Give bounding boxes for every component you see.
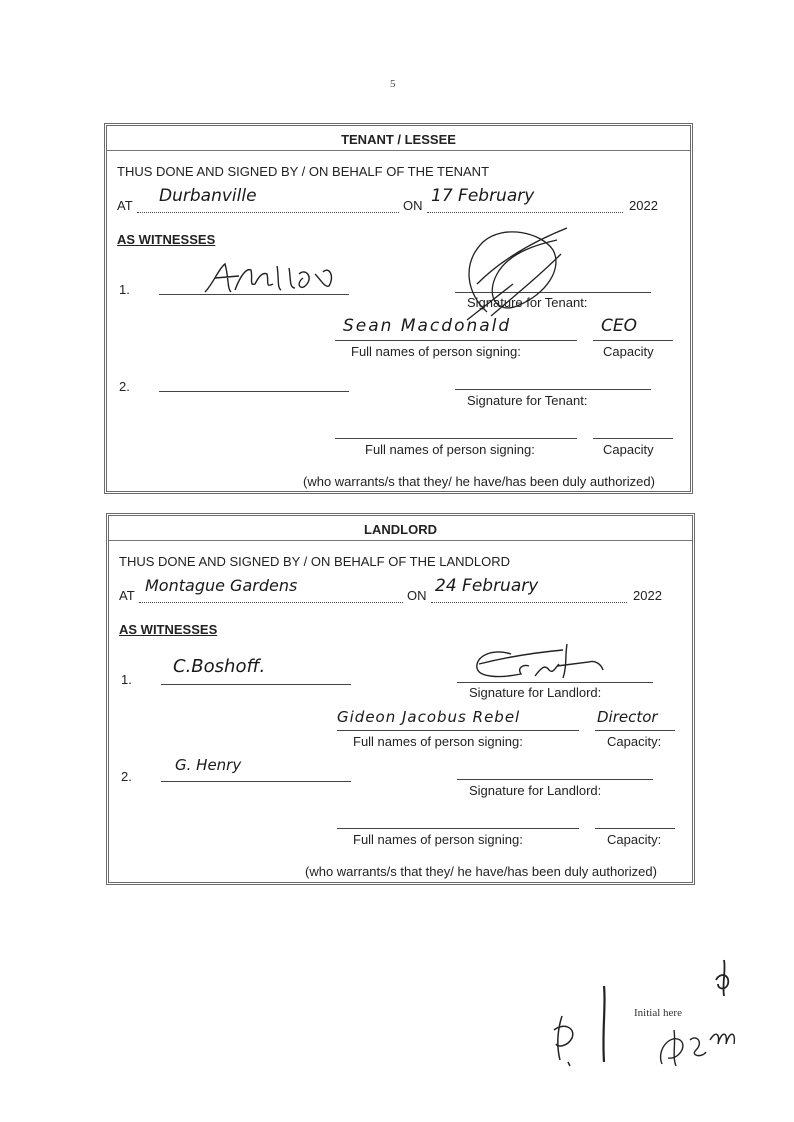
landlord-year: 2022 — [633, 588, 662, 603]
tenant-capacity2-label: Capacity — [603, 442, 654, 457]
tenant-heading: TENANT / LESSEE — [341, 132, 456, 147]
initials-mark-2 — [594, 982, 614, 1066]
landlord-witness1-line — [161, 684, 351, 685]
landlord-name2-line — [337, 828, 579, 829]
landlord-witness1-num: 1. — [121, 672, 132, 687]
landlord-witness2-num: 2. — [121, 769, 132, 784]
tenant-witness2-num: 2. — [119, 379, 130, 394]
landlord-capacity-line — [595, 730, 675, 731]
tenant-sig2-line — [455, 389, 651, 390]
initials-mark-1 — [548, 1010, 584, 1070]
tenant-on-label: ON — [403, 198, 423, 213]
landlord-capacity2-line — [595, 828, 675, 829]
tenant-on-value: 17 February — [431, 186, 535, 206]
landlord-fullnames2-label: Full names of person signing: — [353, 832, 523, 847]
landlord-at-value: Montague Gardens — [145, 576, 298, 595]
landlord-capacity-value: Director — [597, 708, 658, 726]
tenant-at-value: Durbanville — [159, 186, 257, 206]
tenant-witnesses-label: AS WITNESSES — [117, 232, 216, 247]
tenant-witness2-line — [159, 391, 349, 392]
tenant-on-dots — [427, 212, 623, 213]
landlord-capacity2-label: Capacity: — [607, 832, 662, 847]
landlord-witnesses-label: AS WITNESSES — [119, 622, 218, 637]
tenant-fullnames-label: Full names of person signing: — [351, 344, 521, 359]
tenant-sig2-label: Signature for Tenant: — [467, 393, 588, 408]
tenant-name-line — [335, 340, 577, 341]
page-number: 5 — [390, 78, 396, 90]
tenant-capacity2-line — [593, 438, 673, 439]
initials-mark-4 — [712, 958, 736, 998]
landlord-fullnames-label: Full names of person signing: — [353, 734, 523, 749]
landlord-sig2-line — [457, 779, 653, 780]
tenant-section — [104, 123, 693, 494]
landlord-heading-rule — [109, 540, 692, 541]
landlord-warrant: (who warrants/s that they/ he have/has been duly authorized) — [305, 864, 657, 879]
initial-label: Initial here — [634, 1007, 682, 1019]
tenant-sig-label: Signature for Tenant: — [467, 295, 588, 310]
tenant-heading-rule — [107, 150, 690, 151]
tenant-witness1-signature — [199, 254, 359, 300]
landlord-at-dots — [139, 602, 403, 603]
initials-mark-3 — [650, 1000, 750, 1072]
landlord-signature — [471, 640, 611, 684]
landlord-witness2-value: G. Henry — [175, 756, 242, 774]
tenant-capacity-line — [593, 340, 673, 341]
tenant-fullnames2-label: Full names of person signing: — [365, 442, 535, 457]
landlord-on-value: 24 February — [435, 576, 539, 596]
landlord-section — [106, 513, 695, 885]
tenant-capacity-value: CEO — [601, 316, 637, 336]
landlord-sig2-label: Signature for Landlord: — [469, 783, 602, 798]
tenant-at-dots — [137, 212, 399, 213]
tenant-intro: THUS DONE AND SIGNED BY / ON BEHALF OF THE TENANT — [117, 164, 490, 179]
landlord-at-label: AT — [119, 588, 135, 603]
landlord-on-dots — [431, 602, 627, 603]
landlord-sig-label: Signature for Landlord: — [469, 685, 602, 700]
landlord-heading: LANDLORD — [364, 522, 437, 537]
landlord-witness1-value: C.Boshoff. — [173, 656, 266, 677]
landlord-witness2-line — [161, 781, 351, 782]
tenant-name2-line — [335, 438, 577, 439]
landlord-name-value: Gideon Jacobus Rebel — [337, 708, 521, 726]
tenant-at-label: AT — [117, 198, 133, 213]
landlord-name-line — [337, 730, 579, 731]
tenant-witness1-num: 1. — [119, 282, 130, 297]
tenant-warrant: (who warrants/s that they/ he have/has been duly authorized) — [303, 474, 655, 489]
landlord-intro: THUS DONE AND SIGNED BY / ON BEHALF OF THE LANDLORD — [119, 554, 511, 569]
landlord-capacity-label: Capacity: — [607, 734, 662, 749]
tenant-capacity-label: Capacity — [603, 344, 654, 359]
tenant-year: 2022 — [629, 198, 658, 213]
tenant-name-value: Sean Macdonald — [343, 316, 512, 336]
landlord-on-label: ON — [407, 588, 427, 603]
